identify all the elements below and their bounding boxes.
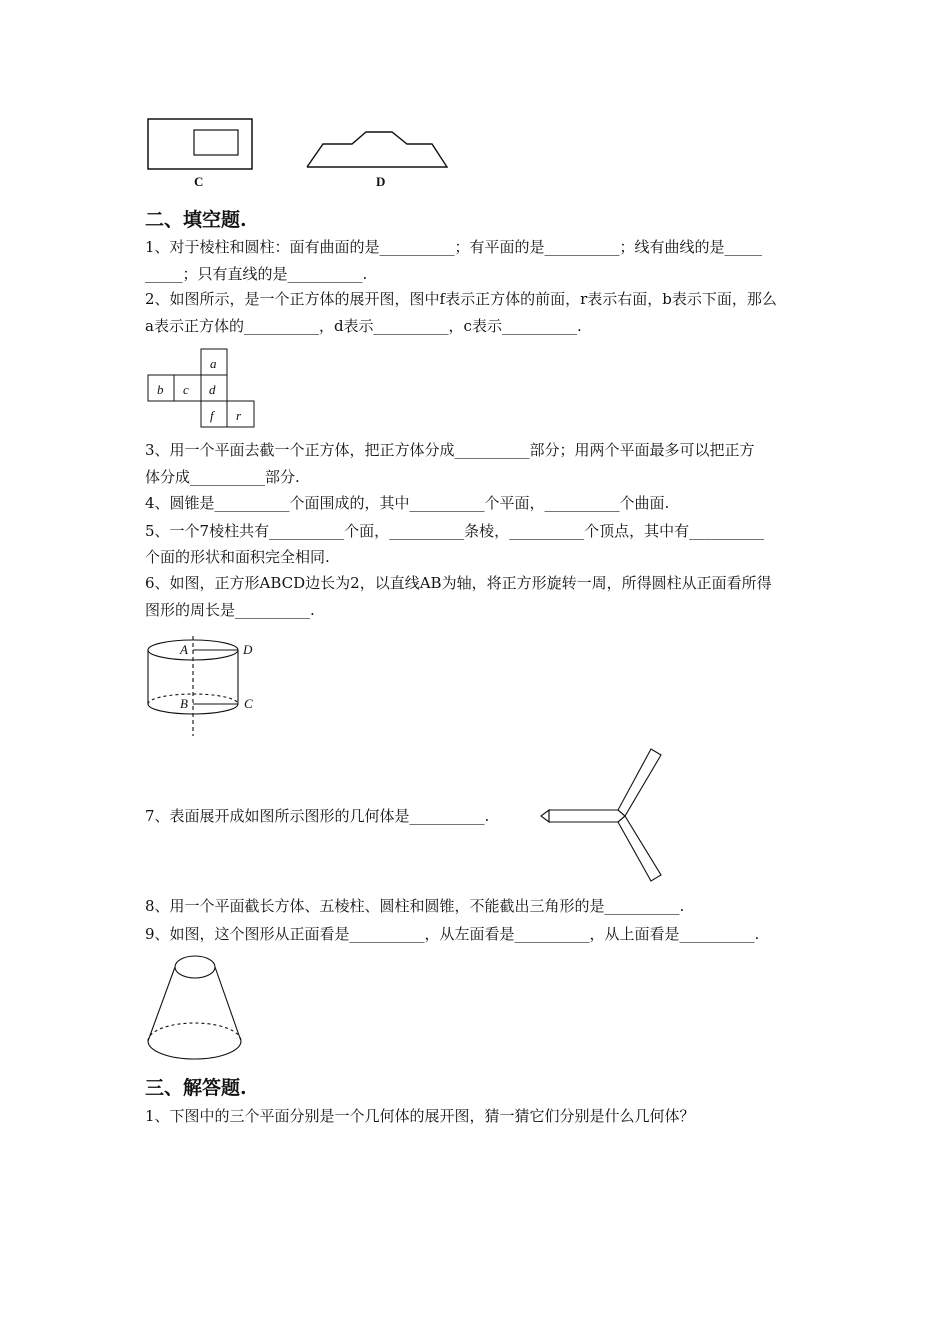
question-5-line-1: 5、一个7棱柱共有__________个面，__________条棱，__________个顶点，其中有__________ — [145, 522, 765, 540]
figure-d-label: D — [376, 174, 386, 189]
question-3-line-2: 体分成__________部分. — [145, 468, 300, 486]
cylinder-label-a: A — [180, 642, 188, 657]
cylinder-label-b: B — [180, 696, 188, 711]
net-label-c: c — [183, 382, 189, 397]
net-label-f: f — [210, 408, 214, 423]
cylinder-figure — [140, 630, 270, 740]
net-label-d: d — [209, 382, 216, 397]
figure-c — [140, 112, 260, 176]
question-8: 8、用一个平面截长方体、五棱柱、圆柱和圆锥，不能截出三角形的是__________. — [145, 897, 685, 915]
question-3-line-1: 3、用一个平面去截一个正方体，把正方体分成__________部分；用两个平面最多可以把正方 — [145, 441, 755, 459]
question-5-line-2: 个面的形状和面积完全相同. — [145, 548, 330, 566]
section-2-title: 二、填空题. — [145, 209, 247, 231]
frustum-figure — [140, 950, 250, 1065]
question-2-line-2: a表示正方体的__________，d表示__________，c表示__________. — [145, 317, 582, 335]
cylinder-label-c: C — [244, 696, 253, 711]
cube-net-figure — [140, 344, 260, 432]
triangular-net-figure — [535, 744, 670, 884]
question-7: 7、表面展开成如图所示图形的几何体是__________. — [145, 807, 490, 825]
question-1-line-2: _____；只有直线的是__________. — [145, 265, 368, 283]
cylinder-label-d: D — [243, 642, 253, 657]
net-label-r: r — [236, 408, 242, 423]
section-3-title: 三、解答题. — [145, 1077, 247, 1099]
net-label-a: a — [210, 356, 217, 371]
question-6-line-1: 6、如图，正方形ABCD边长为2，以直线AB为轴，将正方形旋转一周，所得圆柱从正面看所得 — [145, 574, 772, 592]
figure-c-label: C — [194, 174, 204, 189]
question-6-line-2: 图形的周长是__________. — [145, 601, 315, 619]
question-4: 4、圆锥是__________个面围成的，其中__________个平面，__________个曲面. — [145, 494, 670, 512]
figure-d — [300, 124, 455, 174]
question-1-line-1: 1、对于棱柱和圆柱：面有曲面的是__________；有平面的是__________；线有曲线的是_____ — [145, 238, 763, 256]
question-9: 9、如图，这个图形从正面看是__________，从左面看是__________，从上面看是__________. — [145, 925, 760, 943]
question-2-line-1: 2、如图所示，是一个正方体的展开图，图中f表示正方体的前面，r表示右面，b表示下面，那么 — [145, 290, 777, 308]
section-3-question-1: 1、下图中的三个平面分别是一个几何体的展开图，猜一猜它们分别是什么几何体？ — [145, 1107, 695, 1125]
net-label-b: b — [157, 382, 164, 397]
